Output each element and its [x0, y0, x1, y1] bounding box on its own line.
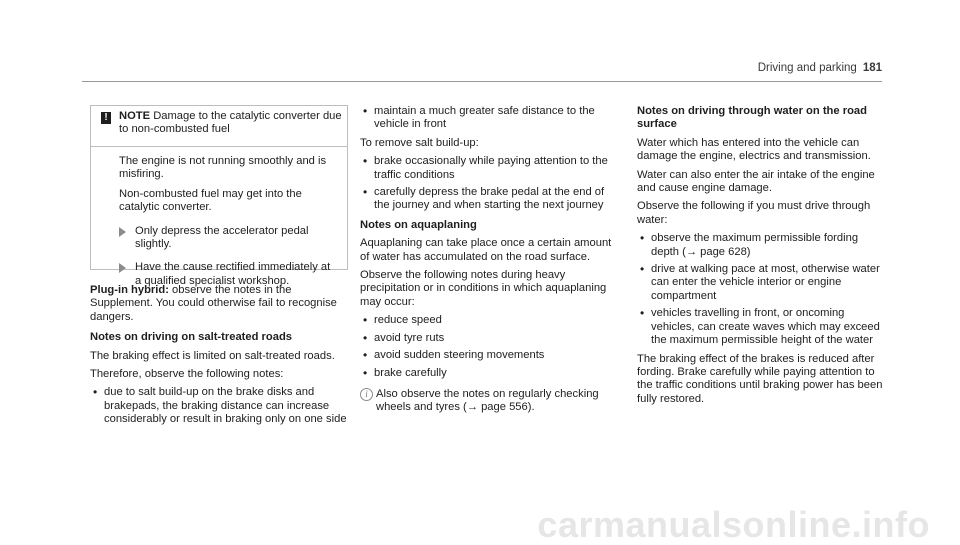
warning-icon: !: [101, 112, 111, 124]
hybrid-label: Plug-in hybrid:: [90, 284, 169, 296]
list-item: • reduce speed: [360, 314, 622, 327]
note-title: [119, 110, 344, 137]
list-item: • observe the maximum permissible fording depth (→ page 628): [637, 232, 889, 259]
note-step-text: Only depress the accelerator pedal slightly.: [135, 224, 309, 251]
note-paragraph: Non-combusted fuel may get into the catalytic converter.: [119, 187, 302, 214]
hybrid-text: observe the notes in the Supplement. You could otherwise fail to recognise dangers.: [90, 284, 337, 323]
info-note: [360, 388, 622, 415]
watermark: carmanualsonline.info: [537, 503, 930, 545]
list-item: • brake carefully: [360, 367, 622, 380]
note-box: [90, 105, 348, 287]
list-item: • drive at walking pace at most, otherwise water can enter the vehicle interior or engine compartment: [637, 263, 889, 303]
column-1: [90, 105, 348, 432]
page-number: 181: [862, 62, 882, 74]
hybrid-note: [90, 284, 348, 324]
list-item: • vehicles travelling in front, or oncoming vehicles, can create waves which may exceed the maximum permissible height of the water: [637, 307, 889, 347]
section-heading: Notes on driving on salt-treated roads: [90, 331, 293, 344]
step-arrow-icon: [119, 227, 126, 237]
paragraph: The braking effect of the brakes is reduced after fording. Brake carefully while paying attention to the traffic conditions until braking power has been fully restored.: [637, 352, 883, 405]
info-text: Also observe the notes on regularly checking wheels and tyres (→ page 556).: [376, 387, 599, 414]
column-3: [637, 105, 889, 411]
section-heading: Notes on aquaplaning: [360, 218, 477, 231]
paragraph: The braking effect is limited on salt-treated roads.: [90, 349, 335, 362]
list-item: • maintain a much greater safe distance to the vehicle in front: [360, 105, 622, 132]
paragraph: Water which has entered into the vehicle can damage the engine, electrics and transmission.: [637, 136, 871, 163]
note-paragraph: The engine is not running smoothly and is misfiring.: [119, 155, 327, 181]
bullet-list: [360, 314, 622, 380]
column-2: [360, 105, 622, 415]
section-title: Driving and parking: [757, 62, 857, 74]
step-arrow-icon: [119, 263, 126, 273]
list-item: • avoid sudden steering movements: [360, 349, 622, 362]
info-icon: i: [360, 388, 373, 401]
list-item: • avoid tyre ruts: [360, 332, 622, 345]
bullet-list: [637, 232, 889, 347]
note-step: [119, 261, 337, 288]
list-item: • carefully depress the brake pedal at the end of the journey and when starting the next journey: [360, 186, 622, 213]
paragraph: Therefore, observe the following notes:: [90, 368, 284, 381]
note-label: NOTE: [119, 110, 151, 122]
paragraph: Aquaplaning can take place once a certain amount of water has accumulated on the road surface.: [360, 237, 612, 263]
note-step: [119, 225, 337, 252]
paragraph: Water can also enter the air intake of the engine and cause engine damage.: [637, 168, 875, 195]
section-heading: Notes on driving through water on the road surface: [637, 105, 867, 131]
page-header: [758, 62, 882, 75]
paragraph: Observe the following if you must drive through water:: [637, 200, 871, 226]
list-item: • brake occasionally while paying attention to the traffic conditions: [360, 155, 622, 182]
note-header: [91, 106, 347, 147]
header-divider: [82, 81, 882, 82]
bullet-list: [360, 105, 622, 132]
paragraph: Observe the following notes during heavy precipitation or in conditions in which aquaplaning may occur:: [360, 269, 607, 308]
bullet-list: [90, 386, 348, 426]
bullet-list: [360, 155, 622, 213]
paragraph: To remove salt build-up:: [360, 136, 479, 149]
note-body: [91, 147, 347, 288]
list-item: • due to salt build-up on the brake disks and brakepads, the braking distance can increase considerably or result in braking only on one side: [90, 386, 348, 426]
note-step-text: Have the cause rectified immediately at a qualified specialist workshop.: [135, 261, 331, 287]
note-title-text: Damage to the catalytic converter due to non-combusted fuel: [119, 110, 342, 136]
